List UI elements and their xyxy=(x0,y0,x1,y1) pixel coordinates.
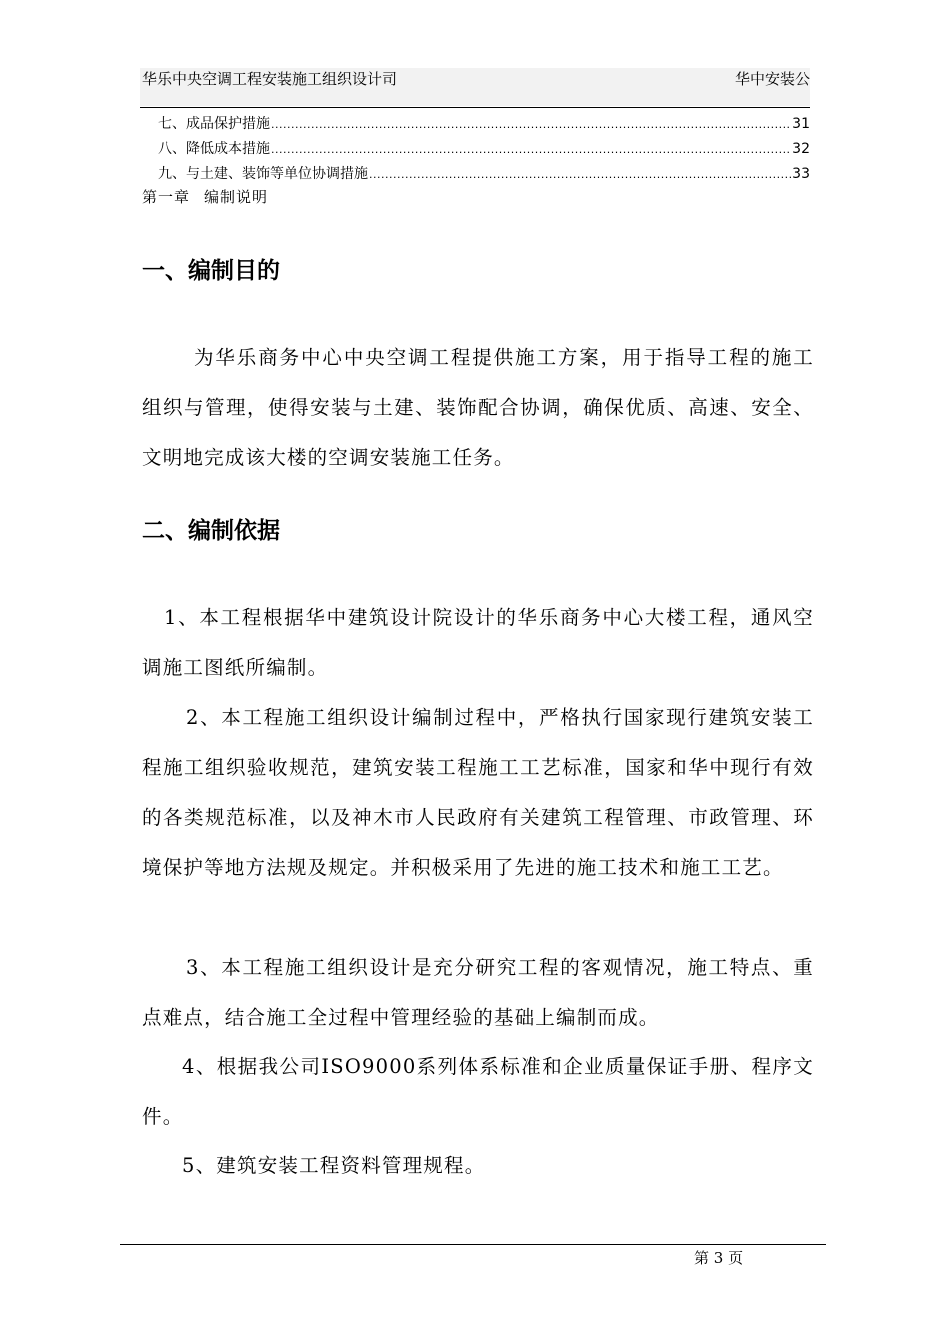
toc-entry[interactable] xyxy=(158,163,810,188)
page-number: 第 3 页 xyxy=(694,1249,744,1267)
chapter-title xyxy=(142,186,282,207)
footer-divider xyxy=(120,1244,826,1245)
toc-entry-page: 33 xyxy=(792,166,810,182)
toc-entry-page: 32 xyxy=(792,141,810,157)
purpose-paragraph: 为华乐商务中心中央空调工程提供施工方案，用于指导工程的施工组织与管理，使得安装与土建、装饰配合协调，确保优质、高速、安全、文明地完成该大楼的空调安装施工任务。 xyxy=(142,346,814,469)
toc-entry-label: 八、降低成本措施 xyxy=(158,141,270,157)
toc-leader-dots xyxy=(369,168,791,181)
toc-leader-dots xyxy=(271,143,791,156)
table-of-contents xyxy=(158,113,810,188)
basis-item-5: 5、建筑安装工程资料管理规程。 xyxy=(182,1154,486,1177)
toc-leader-dots xyxy=(271,118,791,131)
toc-entry[interactable] xyxy=(158,138,810,163)
chapter-number: 第一章 xyxy=(142,188,191,206)
toc-entry-label: 九、与土建、装饰等单位协调措施 xyxy=(158,166,368,182)
toc-entry[interactable] xyxy=(158,113,810,138)
header-document-title: 华乐中央空调工程安装施工组织设计司 xyxy=(142,70,398,88)
chapter-name: 编制说明 xyxy=(204,188,269,206)
section-heading-purpose: 一、编制目的 xyxy=(142,258,280,284)
toc-entry-label: 七、成品保护措施 xyxy=(158,116,270,132)
basis-item-3: 3、本工程施工组织设计是充分研究工程的客观情况，施工特点、重点难点，结合施工全过程中管理经验的基础上编制而成。 xyxy=(142,956,814,1029)
header-company-name: 华中安装公 xyxy=(734,70,810,88)
section-heading-basis: 二、编制依据 xyxy=(142,518,280,544)
basis-item-4: 4、根据我公司ISO9000系列体系标准和企业质量保证手册、程序文件。 xyxy=(142,1055,814,1128)
header-divider xyxy=(140,107,810,108)
toc-entry-page: 31 xyxy=(792,116,810,132)
basis-item-1: 1、本工程根据华中建筑设计院设计的华乐商务中心大楼工程，通风空调施工图纸所编制。 xyxy=(142,606,814,679)
basis-item-2: 2、本工程施工组织设计编制过程中，严格执行国家现行建筑安装工程施工组织验收规范，建筑安装工程施工工艺标准，国家和华中现行有效的各类规范标准，以及神木市人民政府有关建筑工程管理、市政管理、环境保护等地方法规及规定。并积极采用了先进的施工技术和施工工艺。 xyxy=(142,706,814,879)
